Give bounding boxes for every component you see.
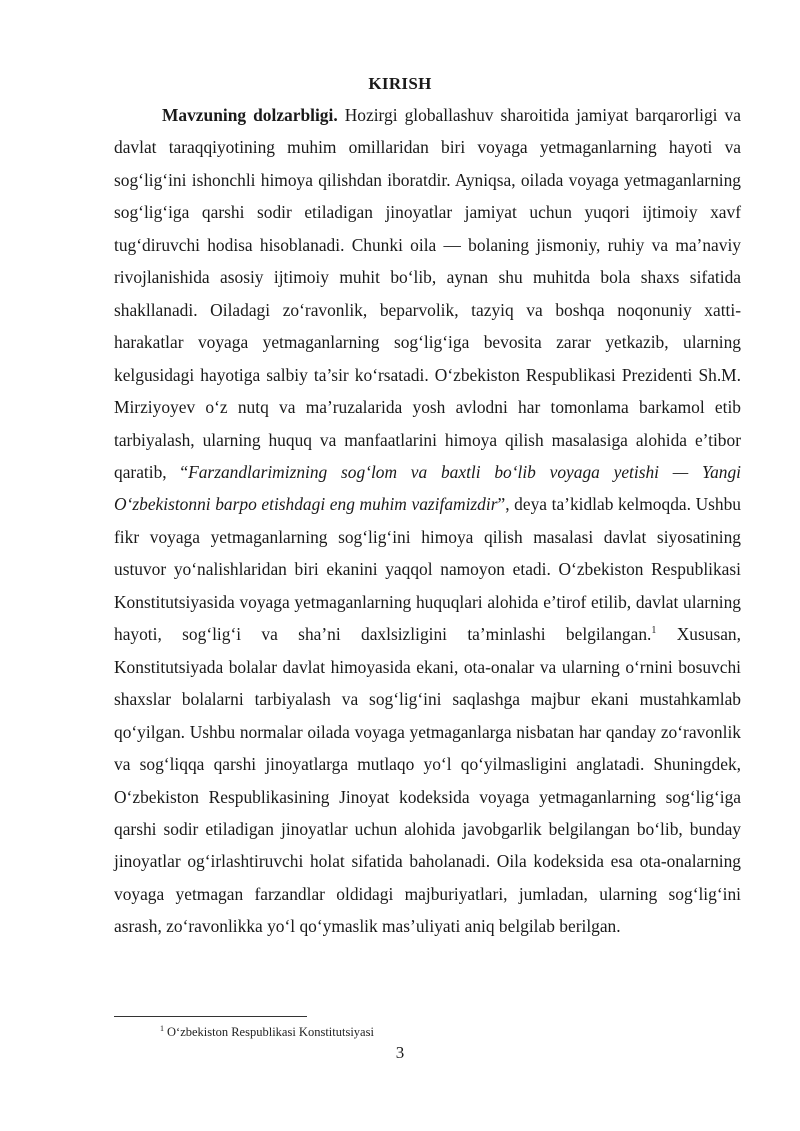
president-quote: Farzandlarimizning sog‘lom va baxtli bo‘lib voyaga yetishi — Yangi O‘zbekistonni barpo etishdagi eng muhim vazifamizdir xyxy=(114,461,741,515)
footnote-separator xyxy=(114,1016,307,1017)
footnote-marker: 1 xyxy=(160,1024,164,1033)
footnote-text: O‘zbekiston Respublikasi Konstitutsiyasi xyxy=(167,1025,374,1040)
footnote xyxy=(160,1024,374,1040)
footnote-reference[interactable]: 1 xyxy=(651,625,657,637)
paragraph-text-2: ”, deya ta’kidlab kelmoqda. Ushbu fikr voyaga yetmaganlarning sog‘lig‘ini himoya qilish masalasi davlat siyosatining ustuvor yo‘nalishlaridan biri ekanini yaqqol namoyon etadi. O‘zbekiston Respublikasi Konstitutsiyasida voyaga yetmaganlarning huquqlari alohida e’tirof etilib, davlat ularning hayoti, sog‘lig‘i va sha’ni daxlsizligini ta’minlashi belgilangan. xyxy=(114,494,741,645)
paragraph-text-3: Xususan, Konstitutsiyada bolalar davlat himoyasida ekani, ota-onalar va ularning o‘rnini bosuvchi shaxslar bolalarni tarbiyalash va sog‘lig‘ini saqlashga majbur ekani mustahkamlab qo‘yilgan. Ushbu normalar oilada voyaga yetmaganlarga nisbatan har qanday zo‘ravonlik va sog‘liqqa qarshi jinoyatlarga mutlaqo yo‘l qo‘yilmasligini anglatadi. Shuningdek, O‘zbekiston Respublikasining Jinoyat kodeksida voyaga yetmaganlarning sog‘lig‘iga qarshi sodir etiladigan jinoyatlar uchun alohida javobgarlik belgilangan bo‘lib, bunday jinoyatlar og‘irlashtiruvchi holat sifatida baholanadi. Oila kodeksida esa ota-onalarning voyaga yetmagan farzandlar oldidagi majburiyatlari, jumladan, ularning sog‘lig‘ini asrash, zo‘ravonlikka yo‘l qo‘ymaslik mas’uliyati aniq belgilab berilgan. xyxy=(114,624,741,937)
section-title: KIRISH xyxy=(368,74,432,93)
paragraph-text-1: Hozirgi globallashuv sharoitida jamiyat barqarorligi va davlat taraqqiyotining muhim omillaridan biri voyaga yetmaganlarning hayoti va sog‘lig‘ini ishonchli himoya qilishdan iboratdir. Ayniqsa, oilada voyaga yetmaganlarning sog‘lig‘iga qarshi sodir etiladigan jinoyatlar jamiyat uchun yuqori ijtimoiy xavf tug‘diruvchi hodisa hisoblanadi. Chunki oila — bolaning jismoniy, ruhiy va ma’naviy rivojlanishida asosiy ijtimoiy muhit bo‘lib, aynan shu muhitda bola shaxs sifatida shakllanadi. Oiladagi zo‘ravonlik, beparvolik, tazyiq va boshqa noqonuniy xatti-harakatlar voyaga yetmaganlarning sog‘lig‘iga bevosita zarar yetkazib, ularning kelgusidagi hayotiga salbiy ta’sir ko‘rsatadi. O‘zbekiston Respublikasi Prezidenti Sh.M. Mirziyoyev o‘z nutq va ma’ruzalarida yosh avlodni har tomonlama barkamol etib tarbiyalash, ularning huquq va manfaatlarini himoya qilish masalasiga alohida e’tibor qaratib, “ xyxy=(114,105,741,482)
lead-heading: Mavzuning dolzarbligi. xyxy=(162,105,338,125)
page-number: 3 xyxy=(395,1043,405,1062)
body-paragraph xyxy=(114,99,741,943)
